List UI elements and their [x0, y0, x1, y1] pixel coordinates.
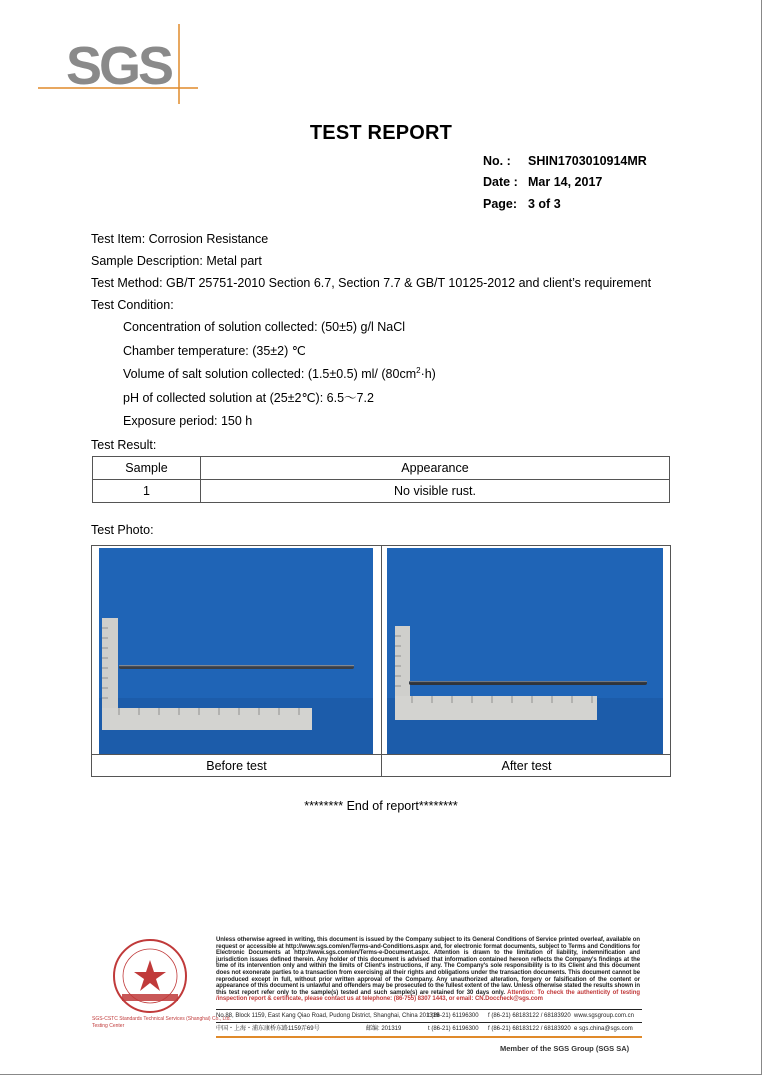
condition-volume-exponent: 2 — [416, 366, 421, 375]
sgs-seal-stamp — [92, 932, 231, 1042]
fax-chinese: f (86-21) 68183122 / 68183920 — [488, 1026, 571, 1032]
website: www.sgsgroup.com.cn — [574, 1013, 635, 1019]
sample-description: Sample Description: Metal part — [91, 254, 262, 268]
address-english: No.88, Block 1159, East Kang Qiao Road, Pudong District, Shanghai, China 201319 — [216, 1013, 440, 1019]
photo-table — [91, 545, 671, 777]
email: e sgs.china@sgs.com — [574, 1026, 633, 1032]
test-condition-label: Test Condition: — [91, 298, 174, 312]
end-of-report: ******** End of report******** — [304, 799, 458, 813]
report-date-value: Mar 14, 2017 — [528, 175, 603, 190]
terms-conditions: Unless otherwise agreed in writing, this document is issued by the Company subject to its General Conditions of Service printed overleaf, available on request or accessible at http://www.sgs.com/en/Terms-and-Conditions.aspx and, for electronic format documents, subject to Terms and Conditions for Electronic Documents at http://www.sgs.com/en/Terms-e-Document.aspx. Attention is drawn to the limitation of liability, indemnification and jurisdiction issues defined therein. Any holder of this document is advised that information contained hereon reflects the Company's findings at the time of its intervention only and within the limits of Client's instructions, if any. The Company's sole responsibility is to its Client and this document does not exonerate parties to a transaction from exercising all their rights and obligations under the transaction documents. This document cannot be reproduced except in full, without prior written approval of the Company. Any unauthorized alteration, forgery or falsification of the content or appearance of this document is unlawful and offenders may be prosecuted to the fullest extent of the law. Unless otherwise stated the results shown in this test report refer only to the sample(s) tested and such sample(s) are retained for 30 days only. — [216, 937, 640, 996]
after-test-photo — [387, 548, 663, 755]
report-page-value: 3 of 3 — [528, 196, 561, 211]
result-table-header — [93, 457, 670, 480]
condition-volume-suffix: ·h) — [420, 367, 436, 381]
photo-cell-after — [382, 546, 671, 777]
test-item: Test Item: Corrosion Resistance — [91, 232, 269, 246]
condition-ph: pH of collected solution at (25±2℃): 6.5～7.2 — [123, 390, 374, 405]
report-number-row — [483, 150, 647, 172]
fax-english: f (86-21) 68183122 / 68183920 — [488, 1013, 571, 1019]
test-photo-label: Test Photo: — [91, 523, 154, 537]
telephone-english: t (86-21) 61196300 — [428, 1013, 479, 1019]
stamp-center-line: Testing Center — [92, 1023, 125, 1029]
report-page-row — [483, 193, 647, 215]
result-table — [92, 456, 670, 503]
condition-concentration: Concentration of solution collected: (50±5) g/l NaCl — [123, 320, 406, 334]
before-test-photo — [99, 548, 373, 755]
after-test-caption: After test — [382, 754, 671, 777]
header-sample: Sample — [93, 457, 201, 480]
address-chinese: 中国・上海・浦东康桥东路1159弄69号 — [216, 1026, 320, 1032]
test-result-label: Test Result: — [91, 437, 157, 452]
cell-sample: 1 — [93, 480, 201, 503]
report-number-value: SHIN1703010914MR — [528, 153, 647, 168]
stamp-company-line: SGS-CSTC Standards Technical Services (Shanghai) Co., Ltd. — [92, 1016, 231, 1022]
condition-volume-prefix: Volume of salt solution collected: (1.5±0.5) ml/ (80cm — [123, 367, 417, 381]
report-number-label: No. : — [483, 153, 511, 168]
postcode-chinese: 邮编: 201319 — [366, 1026, 402, 1032]
footer-divider — [216, 1036, 642, 1038]
report-title: TEST REPORT — [309, 122, 453, 144]
telephone-chinese: t (86-21) 61196300 — [428, 1026, 479, 1032]
sgs-logo — [38, 24, 198, 104]
report-meta — [483, 150, 647, 215]
svg-text:SGS: SGS — [66, 36, 172, 96]
sgs-group-member: Member of the SGS Group (SGS SA) — [500, 1044, 630, 1053]
report-date-row — [483, 172, 647, 194]
cell-appearance: No visible rust. — [201, 480, 670, 503]
authenticity-attention: Attention: To check the authenticity of testing /inspection report & certificate, please contact us at telephone: (86-755) 8307 1443, or email: CN.Doccheck@sgs.com — [216, 989, 640, 1003]
report-date-label: Date : — [483, 175, 518, 190]
condition-exposure: Exposure period: 150 h — [123, 414, 253, 428]
address-row-chinese — [216, 1022, 642, 1035]
address-row-english — [216, 1009, 642, 1022]
report-body — [91, 228, 651, 456]
table-row — [93, 480, 670, 503]
header-appearance: Appearance — [201, 457, 670, 480]
report-page-label: Page: — [483, 196, 518, 211]
condition-volume — [91, 363, 651, 387]
condition-chamber-temperature: Chamber temperature: (35±2) ℃ — [123, 343, 306, 358]
terms-text — [216, 937, 640, 1003]
photo-cell-before — [92, 546, 382, 777]
before-test-caption: Before test — [92, 754, 381, 777]
test-method: Test Method: GB/T 25751-2010 Section 6.7, Section 7.7 & GB/T 10125-2012 and client’s requirement — [91, 276, 652, 290]
